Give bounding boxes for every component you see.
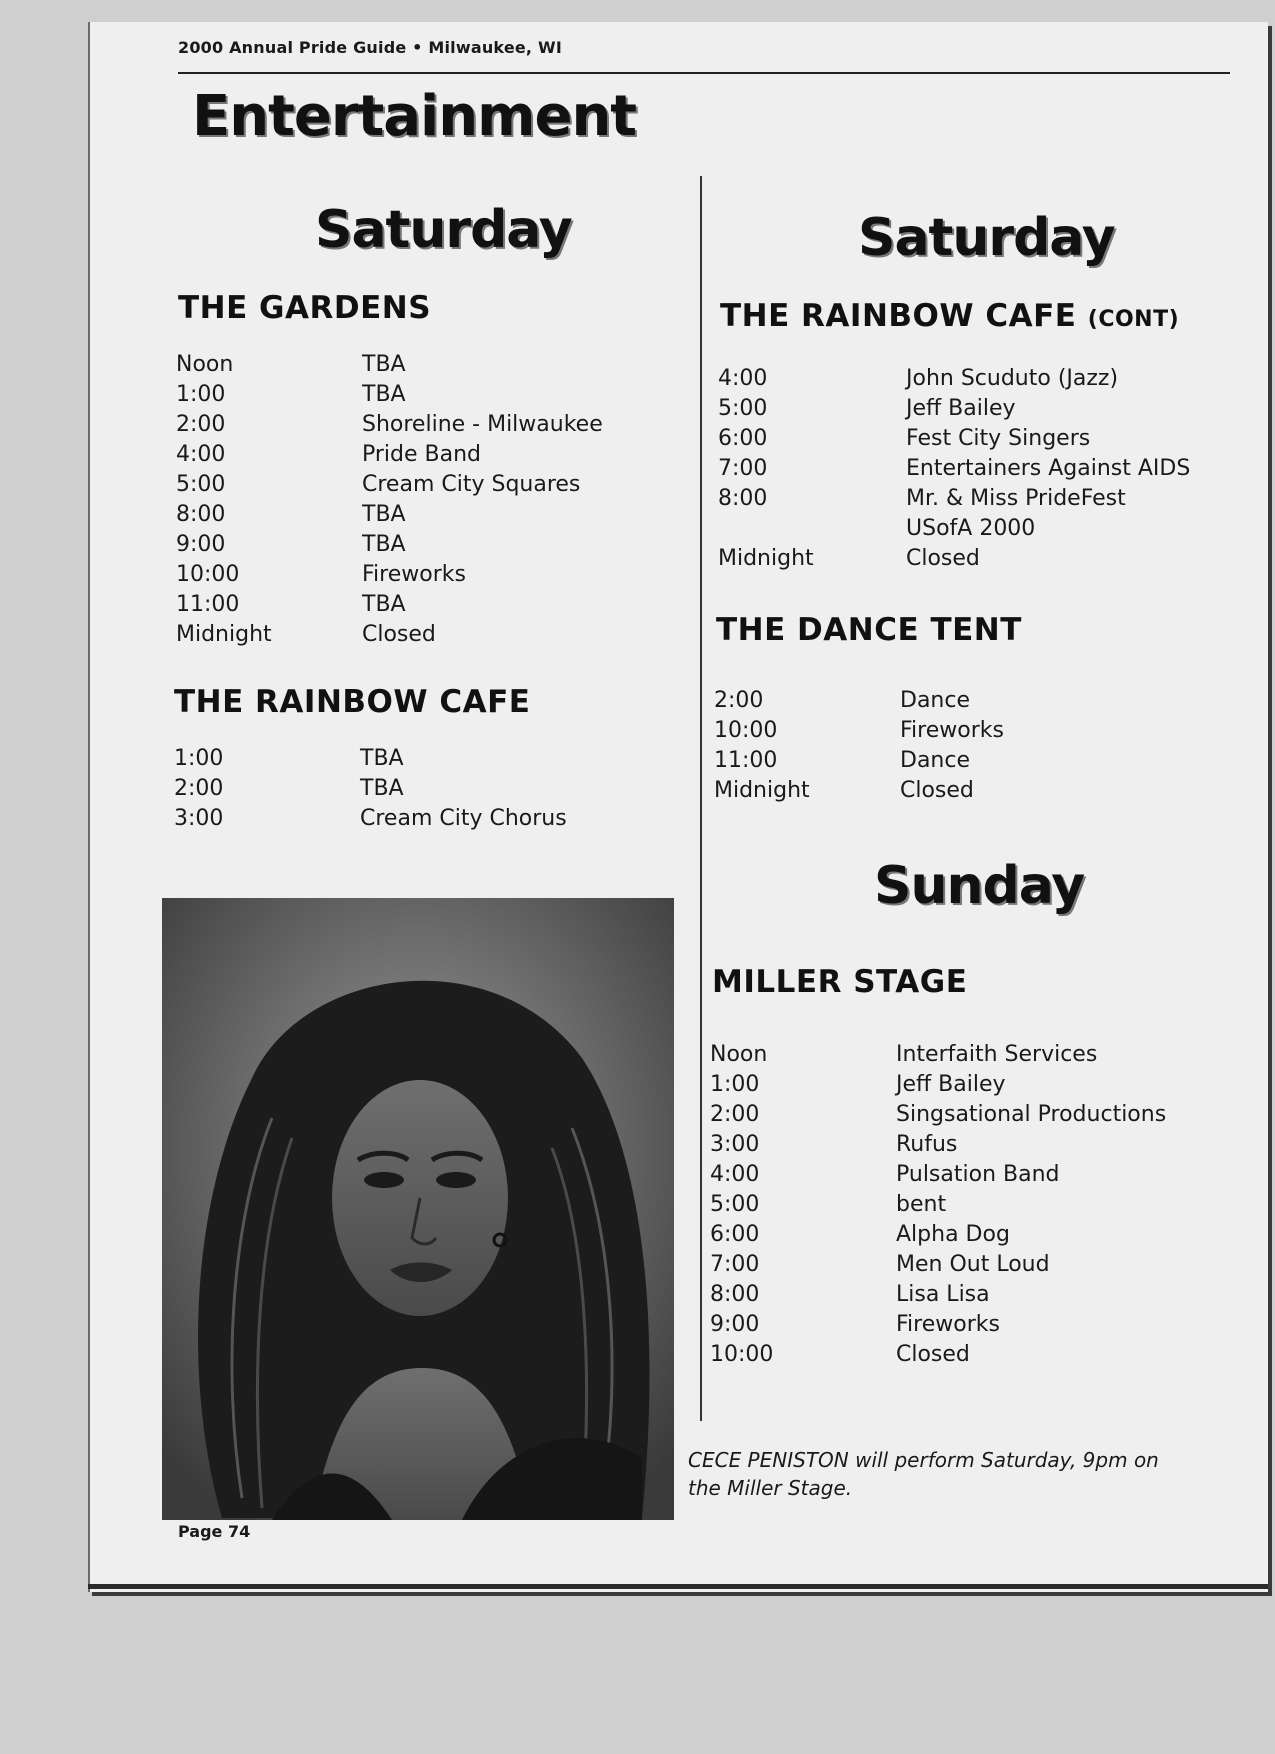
schedule-time: 4:00 [176, 442, 226, 467]
performer-photo [162, 898, 674, 1520]
schedule-row [710, 1160, 1190, 1190]
schedule-row [174, 774, 634, 804]
schedule-time: 6:00 [710, 1222, 760, 1247]
schedule-row [710, 1250, 1190, 1280]
schedule-event: Dance [900, 748, 970, 773]
schedule-row [718, 544, 1198, 574]
schedule-time: 5:00 [718, 396, 768, 421]
day-heading-saturday-left: Saturday [315, 200, 572, 260]
schedule-row [718, 454, 1198, 484]
schedule-time: 7:00 [718, 456, 768, 481]
schedule-row [176, 620, 636, 650]
schedule-time: 6:00 [718, 426, 768, 451]
schedule-event: Closed [900, 778, 974, 803]
venue-title-rainbow-cafe: THE RAINBOW CAFE [174, 684, 531, 720]
header-rule [178, 72, 1230, 74]
schedule-event: Fireworks [900, 718, 1004, 743]
page-edge [88, 1584, 1268, 1589]
schedule-time: 10:00 [714, 718, 778, 743]
schedule-row [714, 746, 1194, 776]
schedule-row [176, 560, 636, 590]
schedule-time: 10:00 [710, 1342, 774, 1367]
schedule-gardens [176, 350, 636, 650]
schedule-event: Interfaith Services [896, 1042, 1098, 1067]
schedule-time: 5:00 [710, 1192, 760, 1217]
schedule-time: 2:00 [174, 776, 224, 801]
schedule-time: 4:00 [710, 1162, 760, 1187]
schedule-time: 4:00 [718, 366, 768, 391]
schedule-time: 9:00 [710, 1312, 760, 1337]
schedule-time: 10:00 [176, 562, 240, 587]
schedule-time: 1:00 [174, 746, 224, 771]
schedule-event: Cream City Chorus [360, 806, 567, 831]
schedule-event: TBA [360, 776, 404, 801]
photo-caption: CECE PENISTON will perform Saturday, 9pm on the Miller Stage. [688, 1448, 1159, 1500]
schedule-event: Dance [900, 688, 970, 713]
schedule-miller-stage [710, 1040, 1190, 1370]
schedule-time: 8:00 [176, 502, 226, 527]
schedule-time: 5:00 [176, 472, 226, 497]
venue-title-cont: (CONT) [1087, 307, 1180, 332]
page-number: Page 74 [178, 1522, 251, 1541]
schedule-row [174, 744, 634, 774]
section-title: Entertainment [192, 84, 637, 149]
schedule-time: 2:00 [714, 688, 764, 713]
schedule-row [714, 716, 1194, 746]
schedule-time: 1:00 [710, 1072, 760, 1097]
schedule-time: 11:00 [714, 748, 778, 773]
schedule-row [176, 350, 636, 380]
schedule-event: TBA [362, 352, 406, 377]
schedule-time: 1:00 [176, 382, 226, 407]
schedule-row [710, 1220, 1190, 1250]
schedule-event: Fest City Singers [906, 426, 1091, 451]
schedule-event: Rufus [896, 1132, 958, 1157]
schedule-row [176, 410, 636, 440]
schedule-time: 11:00 [176, 592, 240, 617]
schedule-event: bent [896, 1192, 947, 1217]
schedule-event: Mr. & Miss PrideFest [906, 486, 1126, 511]
schedule-event: Fireworks [896, 1312, 1000, 1337]
schedule-time: 8:00 [710, 1282, 760, 1307]
schedule-event: Jeff Bailey [906, 396, 1016, 421]
schedule-time: Midnight [718, 546, 814, 571]
schedule-time: 3:00 [174, 806, 224, 831]
schedule-event: Closed [896, 1342, 970, 1367]
venue-title-text: THE RAINBOW CAFE [720, 298, 1077, 334]
schedule-event: USofA 2000 [906, 516, 1036, 541]
schedule-event: Fireworks [362, 562, 466, 587]
schedule-event: Pulsation Band [896, 1162, 1060, 1187]
schedule-event: Closed [906, 546, 980, 571]
venue-title-gardens: THE GARDENS [178, 290, 432, 326]
performer-portrait-image [162, 898, 674, 1520]
schedule-row [718, 514, 1198, 544]
schedule-rainbow-cafe [174, 744, 634, 834]
schedule-row [714, 686, 1194, 716]
schedule-row [710, 1310, 1190, 1340]
schedule-event: Cream City Squares [362, 472, 581, 497]
schedule-row [710, 1340, 1190, 1370]
schedule-event: Alpha Dog [896, 1222, 1010, 1247]
schedule-event: TBA [362, 532, 406, 557]
schedule-event: TBA [362, 502, 406, 527]
schedule-row [710, 1070, 1190, 1100]
schedule-row [718, 364, 1198, 394]
schedule-row [176, 380, 636, 410]
schedule-time: 2:00 [176, 412, 226, 437]
schedule-event: TBA [362, 382, 406, 407]
schedule-time: Noon [176, 352, 234, 377]
schedule-row [710, 1100, 1190, 1130]
schedule-row [710, 1130, 1190, 1160]
schedule-row [176, 530, 636, 560]
schedule-dance-tent [714, 686, 1194, 806]
schedule-row [710, 1190, 1190, 1220]
day-heading-saturday-right: Saturday [858, 208, 1115, 268]
schedule-time: Midnight [714, 778, 810, 803]
schedule-time: 9:00 [176, 532, 226, 557]
column-divider [700, 176, 702, 1421]
schedule-event: TBA [360, 746, 404, 771]
schedule-event: Singsational Productions [896, 1102, 1167, 1127]
schedule-row [176, 590, 636, 620]
schedule-time: Midnight [176, 622, 272, 647]
schedule-event: Pride Band [362, 442, 482, 467]
schedule-time: 2:00 [710, 1102, 760, 1127]
schedule-time: Noon [710, 1042, 768, 1067]
running-header: 2000 Annual Pride Guide • Milwaukee, WI [178, 38, 562, 57]
schedule-row [176, 440, 636, 470]
venue-title-miller-stage: MILLER STAGE [712, 964, 968, 1000]
schedule-row [710, 1280, 1190, 1310]
schedule-event: Shoreline - Milwaukee [362, 412, 603, 437]
schedule-event: Lisa Lisa [896, 1282, 990, 1307]
schedule-time: 8:00 [718, 486, 768, 511]
schedule-row [718, 394, 1198, 424]
schedule-event: Men Out Loud [896, 1252, 1050, 1277]
schedule-row [718, 424, 1198, 454]
schedule-event: Entertainers Against AIDS [906, 456, 1191, 481]
venue-title-dance-tent: THE DANCE TENT [716, 612, 1022, 648]
schedule-row [718, 484, 1198, 514]
schedule-time: 3:00 [710, 1132, 760, 1157]
schedule-rainbow-cafe-cont [718, 364, 1198, 574]
venue-title-rainbow-cafe-cont [720, 298, 1179, 334]
schedule-row [176, 470, 636, 500]
schedule-row [176, 500, 636, 530]
schedule-time: 7:00 [710, 1252, 760, 1277]
schedule-event: TBA [362, 592, 406, 617]
schedule-event: Jeff Bailey [896, 1072, 1006, 1097]
schedule-event: John Scuduto (Jazz) [906, 366, 1119, 391]
schedule-row [714, 776, 1194, 806]
day-heading-sunday: Sunday [874, 856, 1085, 916]
schedule-row [710, 1040, 1190, 1070]
schedule-row [174, 804, 634, 834]
schedule-event: Closed [362, 622, 436, 647]
